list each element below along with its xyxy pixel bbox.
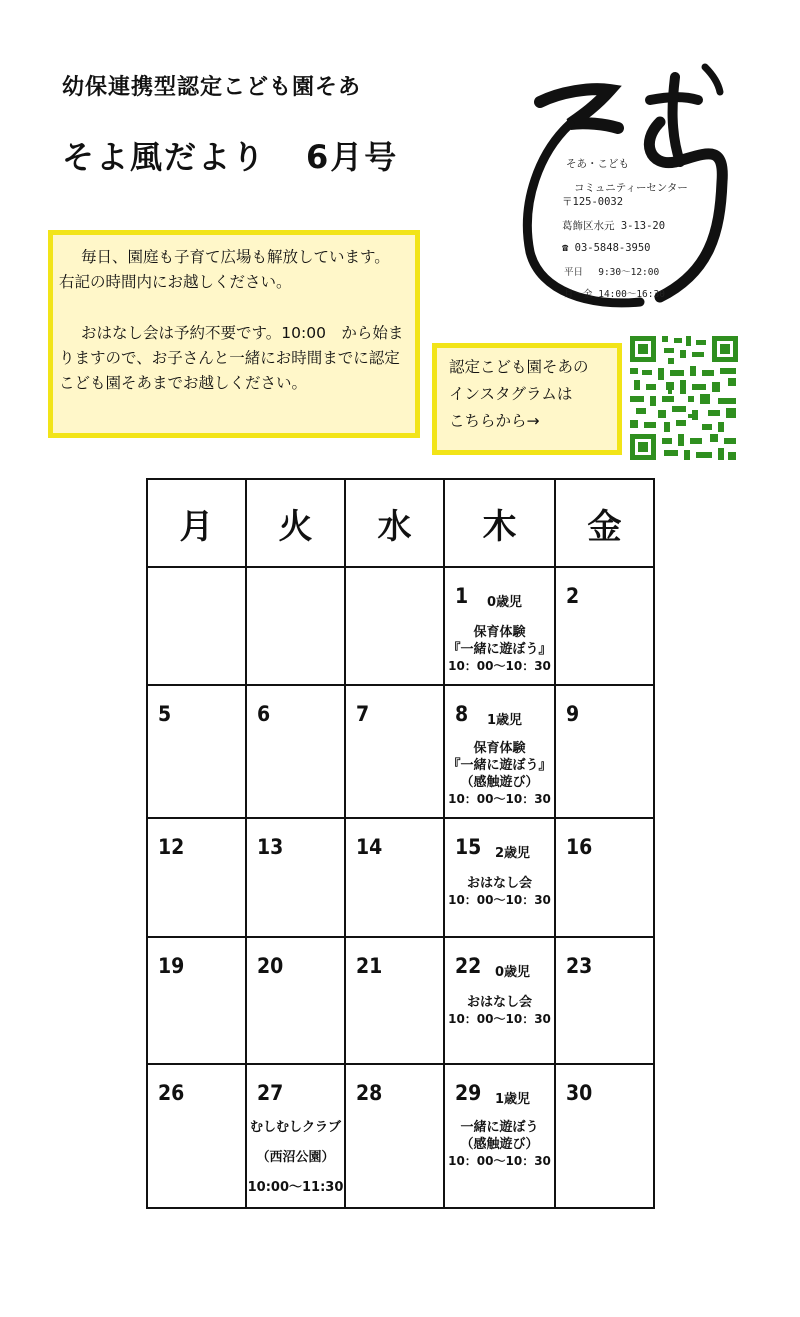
event-text — [445, 875, 554, 909]
day-number: 26 — [158, 1081, 185, 1105]
calendar-cell — [246, 685, 345, 818]
logo-center: コミュニティーセンター — [574, 182, 688, 194]
day-number: 19 — [158, 954, 185, 978]
age-label: 1歳児 — [487, 713, 523, 728]
calendar-cell — [246, 567, 345, 685]
event-time: 10：00〜10：30 — [448, 1154, 551, 1168]
instagram-line: インスタグラムは — [449, 385, 573, 403]
opening-notice — [48, 230, 420, 438]
logo-hours-mon-fri: 月〜金 14:00〜16:30 — [564, 289, 665, 300]
calendar-cell — [555, 937, 654, 1064]
calendar-cell — [246, 937, 345, 1064]
event-text — [445, 994, 554, 1028]
day-number: 30 — [566, 1081, 593, 1105]
calendar-cell — [345, 685, 444, 818]
calendar-cell — [444, 1064, 555, 1208]
calendar-week — [147, 937, 654, 1064]
calendar-cell — [147, 937, 246, 1064]
weekday-tue: 火 — [246, 479, 345, 567]
june-calendar — [146, 478, 655, 1209]
day-number: 5 — [158, 702, 172, 726]
event-line: 一緒に遊ぼう — [460, 1120, 539, 1135]
newsletter-title — [62, 132, 398, 178]
calendar-cell — [345, 567, 444, 685]
weekday-mon: 月 — [147, 479, 246, 567]
event-text — [445, 740, 554, 808]
issue-label: 6月号 — [306, 138, 399, 176]
day-number: 6 — [257, 702, 271, 726]
event-time: 10：00〜10：30 — [448, 893, 551, 907]
age-label: 2歳児 — [495, 846, 531, 861]
event-line: 保育体験 — [473, 741, 526, 756]
instagram-callout — [432, 343, 622, 455]
event-line: 『一緒に遊ぼう』 — [447, 642, 552, 657]
event-text — [445, 1119, 554, 1170]
day-number: 2 — [566, 584, 580, 608]
instagram-line: 認定こども園そあの — [449, 358, 589, 376]
center-logo — [500, 62, 732, 310]
day-number: 29 — [455, 1081, 482, 1105]
day-number: 22 — [455, 954, 482, 978]
age-label: 1歳児 — [495, 1092, 531, 1107]
event-text — [445, 624, 554, 675]
event-line: おはなし会 — [466, 995, 532, 1010]
weekday-header-row — [147, 479, 654, 567]
event-line: （西沼公園） — [256, 1150, 335, 1165]
day-number: 7 — [356, 702, 370, 726]
logo-phone: ☎ 03-5848-3950 — [562, 242, 651, 254]
event-line: 保育体験 — [473, 625, 526, 640]
notice-line: 毎日、園庭も子育て広場も解放しています。 — [81, 248, 390, 266]
newsletter-name: そよ風だより — [62, 138, 267, 176]
calendar-cell — [444, 567, 555, 685]
day-number: 28 — [356, 1081, 383, 1105]
notice-line: こども園そあまでお越しください。 — [59, 374, 308, 392]
day-number: 20 — [257, 954, 284, 978]
calendar-cell — [345, 818, 444, 937]
calendar-cell — [147, 818, 246, 937]
instagram-line: こちらから→ — [449, 412, 540, 430]
notice-line: おはなし会は予約不要です。10:00 から始ま — [81, 324, 404, 342]
calendar-cell — [444, 937, 555, 1064]
calendar-cell — [555, 567, 654, 685]
day-number: 8 — [455, 702, 469, 726]
logo-postal: 〒125-0032 — [562, 196, 624, 208]
logo-address: 葛飾区水元 3-13-20 — [562, 220, 666, 232]
calendar-cell — [246, 818, 345, 937]
age-label: 0歳児 — [487, 595, 523, 610]
event-time: 10:00〜11:30 — [247, 1180, 344, 1195]
day-number: 15 — [455, 835, 482, 859]
organization-name: 幼保連携型認定こども園そあ — [62, 75, 362, 100]
calendar-cell — [246, 1064, 345, 1208]
calendar-cell — [345, 937, 444, 1064]
calendar-cell — [147, 685, 246, 818]
day-number: 21 — [356, 954, 383, 978]
day-number: 16 — [566, 835, 593, 859]
age-label: 0歳児 — [495, 965, 531, 980]
event-text — [247, 1113, 344, 1203]
notice-line: りますので、お子さんと一緒にお時間までに認定 — [59, 349, 400, 367]
weekday-fri: 金 — [555, 479, 654, 567]
calendar-cell — [555, 1064, 654, 1208]
event-line: （感触遊び） — [460, 1137, 539, 1152]
weekday-thu: 木 — [444, 479, 555, 567]
logo-name: そあ・こども — [566, 158, 629, 170]
calendar-cell — [555, 818, 654, 937]
event-line: おはなし会 — [466, 876, 532, 891]
calendar-week — [147, 685, 654, 818]
calendar-cell — [147, 1064, 246, 1208]
calendar-cell — [147, 567, 246, 685]
instagram-qr-code[interactable] — [628, 334, 740, 462]
event-line: （感触遊び） — [460, 775, 539, 790]
event-time: 10：00〜10：30 — [448, 659, 551, 673]
calendar-cell — [555, 685, 654, 818]
event-line: 『一緒に遊ぼう』 — [447, 758, 552, 773]
calendar-cell — [345, 1064, 444, 1208]
day-number: 13 — [257, 835, 284, 859]
event-line: むしむしクラブ — [249, 1120, 341, 1135]
event-time: 10：00〜10：30 — [448, 1012, 551, 1026]
notice-line: 右記の時間内にお越しください。 — [59, 273, 292, 291]
day-number: 9 — [566, 702, 580, 726]
day-number: 23 — [566, 954, 593, 978]
day-number: 12 — [158, 835, 185, 859]
calendar-week — [147, 1064, 654, 1208]
event-time: 10：00〜10：30 — [448, 792, 551, 806]
calendar-week — [147, 818, 654, 937]
day-number: 27 — [257, 1081, 284, 1105]
logo-hours-weekday: 平日 9:30〜12:00 — [564, 267, 660, 278]
day-number: 1 — [455, 584, 469, 608]
calendar-week — [147, 567, 654, 685]
day-number: 14 — [356, 835, 383, 859]
weekday-wed: 水 — [345, 479, 444, 567]
calendar-cell — [444, 818, 555, 937]
calendar-cell — [444, 685, 555, 818]
